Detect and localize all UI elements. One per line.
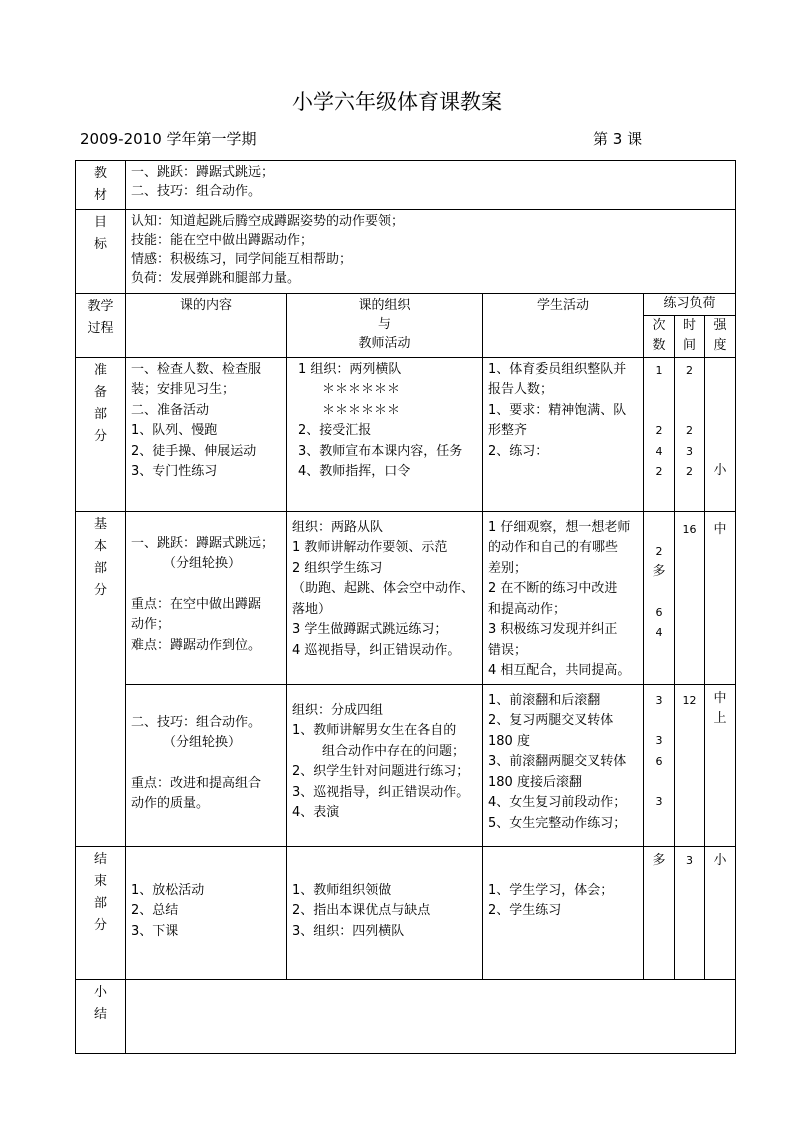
- prep-intensity: 小: [705, 357, 736, 511]
- end-label: 结 束 部 分: [76, 846, 126, 979]
- basic-skill-intensity: 中 上: [705, 684, 736, 846]
- semester-label: 2009-2010 学年第一学期: [80, 130, 257, 148]
- prep-student: 1、体育委员组织整队并 报告人数； 1、要求：精神饱满、队 形整齐 2、练习：: [483, 357, 644, 511]
- summary-label: 小 结: [76, 979, 126, 1053]
- formation-stars: ＊＊＊＊＊＊: [322, 382, 401, 397]
- lesson-number: 第 3 课: [593, 130, 643, 148]
- header-load: 练习负荷: [644, 294, 736, 316]
- goal-label: 目 标: [76, 210, 126, 294]
- prep-row: [76, 357, 736, 511]
- header-intensity: 强 度: [705, 315, 736, 357]
- header-time: 时 间: [675, 315, 705, 357]
- formation-stars: ＊＊＊＊＊＊: [322, 402, 401, 418]
- basic-jump-count: 2 多 6 4: [644, 511, 675, 684]
- basic-skill-organization: 组织：分成四组 1、教师讲解男女生在各自的 组合动作中存在的问题； 2、织学生针对问题进行练习； 3、巡视指导，纠正错误动作。 4、表演: [287, 684, 483, 846]
- basic-jump-student: 1 仔细观察，想一想老师 的动作和自己的有哪些 差别； 2 在不断的练习中改进 和提高动作； 3 积极练习发现并纠正 错误； 4 相互配合，共同提高。: [483, 511, 644, 684]
- summary-text: [126, 979, 736, 1053]
- material-line: 二、技巧：组合动作。: [131, 184, 262, 199]
- basic-row-2: [76, 684, 736, 846]
- summary-row: [76, 979, 736, 1053]
- basic-skill-student: 1、前滚翻和后滚翻 2、复习两腿交叉转体 180 度 3、前滚翻两腿交叉转体 180 度接后滚翻 4、女生复习前段动作； 5、女生完整动作练习；: [483, 684, 644, 846]
- goal-line: 技能：能在空中做出蹲踞动作；: [131, 233, 314, 248]
- prep-count: 1 2 4 2: [644, 357, 675, 511]
- prep-organization: 1 组织：两列横队 ＊＊＊＊＊＊ ＊＊＊＊＊＊ 2、接受汇报 3、教师宣布本课内容，任务 4、教师指挥，口令: [287, 357, 483, 511]
- end-count: 多: [644, 846, 675, 979]
- goal-line: 情感：积极练习，同学间能互相帮助；: [131, 252, 353, 267]
- prep-content: 一、检查人数、检查服 装；安排见习生； 二、准备活动 1、队列、慢跑 2、徒手操、伸展运动 3、专门性练习: [126, 357, 287, 511]
- basic-skill-time: 12: [675, 684, 705, 846]
- basic-jump-content: 一、跳跃：蹲踞式跳远； （分组轮换） 重点：在空中做出蹲踞 动作； 难点：蹲踞动作到位。: [126, 511, 287, 684]
- basic-jump-time: 16: [675, 511, 705, 684]
- page-title: 小学六年级体育课教案: [292, 90, 502, 114]
- material-line: 一、跳跃：蹲踞式跳远；: [131, 165, 275, 180]
- prep-label: 准 备 部 分: [76, 357, 126, 511]
- material-row: [76, 161, 736, 210]
- header-student: 学生活动: [483, 294, 644, 358]
- end-intensity: 小: [705, 846, 736, 979]
- header-organization: 课的组织 与 教师活动: [287, 294, 483, 358]
- table-header-row: [76, 294, 736, 316]
- header-content: 课的内容: [126, 294, 287, 358]
- goal-row: [76, 210, 736, 294]
- material-label: 教 材: [76, 161, 126, 210]
- basic-skill-content: 二、技巧：组合动作。 （分组轮换） 重点：改进和提高组合 动作的质量。: [126, 684, 287, 846]
- end-row: [76, 846, 736, 979]
- basic-jump-organization: 组织：两路从队 1 教师讲解动作要领、示范 2 组织学生练习 （助跑、起跳、体会空中动作、 落地） 3 学生做蹲踞式跳远练习； 4 巡视指导，纠正错误动作。: [287, 511, 483, 684]
- end-time: 3: [675, 846, 705, 979]
- lesson-plan-table: [75, 160, 736, 1054]
- basic-label: 基 本 部 分: [76, 511, 126, 846]
- goal-line: 负荷：发展弹跳和腿部力量。: [131, 271, 301, 286]
- end-organization: 1、教师组织领做 2、指出本课优点与缺点 3、组织：四列横队: [287, 846, 483, 979]
- basic-jump-intensity: 中: [705, 511, 736, 684]
- goal-line: 认知：知道起跳后腾空成蹲踞姿势的动作要领；: [131, 214, 405, 229]
- header-count: 次 数: [644, 315, 675, 357]
- basic-skill-count: 3 3 6 3: [644, 684, 675, 846]
- material-text: [126, 161, 736, 210]
- header-process: 教学 过程: [76, 294, 126, 358]
- basic-row-1: [76, 511, 736, 684]
- end-student: 1、学生学习，体会； 2、学生练习: [483, 846, 644, 979]
- end-content: 1、放松活动 2、总结 3、下课: [126, 846, 287, 979]
- prep-time: 2 2 3 2: [675, 357, 705, 511]
- goal-text: [126, 210, 736, 294]
